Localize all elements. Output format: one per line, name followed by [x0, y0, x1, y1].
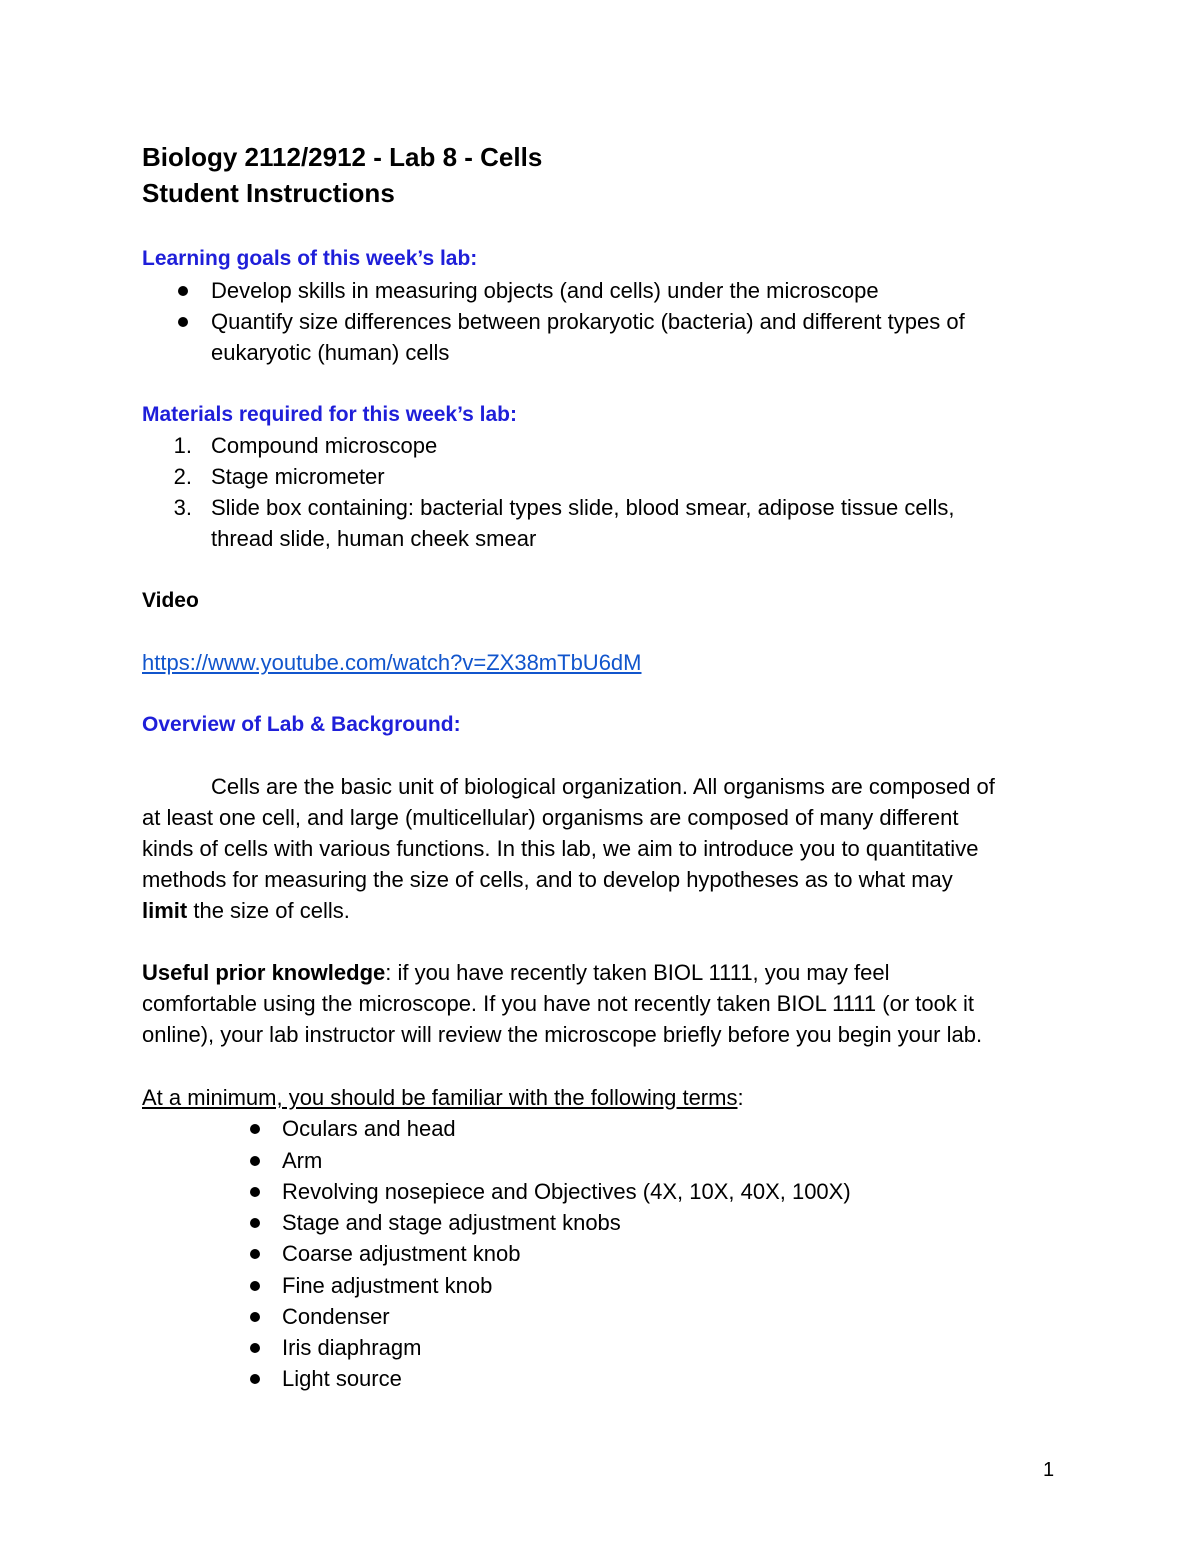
video-link[interactable]: https://www.youtube.com/watch?v=ZX38mTbU6dM — [142, 650, 642, 675]
overview-paragraph-line: kinds of cells with various functions. In this lab, we aim to introduce you to quantitative — [142, 836, 979, 861]
term-item: Iris diaphragm — [282, 1335, 422, 1360]
overview-paragraph-line: methods for measuring the size of cells, and to develop hypotheses as to what may — [142, 867, 953, 892]
emphasis-limit: limit — [142, 898, 188, 923]
prior-knowledge-text: : if you have recently taken BIOL 1111, you may feel — [385, 960, 890, 985]
overview-paragraph-line: at least one cell, and large (multicellular) organisms are composed of many different — [142, 805, 959, 830]
bullet-icon — [250, 1343, 260, 1353]
prior-knowledge-line: comfortable using the microscope. If you have not recently taken BIOL 1111 (or took it — [142, 991, 974, 1016]
bullet-icon — [250, 1281, 260, 1291]
prior-knowledge-line — [142, 958, 890, 988]
term-item: Oculars and head — [282, 1116, 456, 1141]
prior-knowledge-line: online), your lab instructor will review the microscope briefly before you begin your lab. — [142, 1022, 983, 1047]
bullet-icon — [250, 1312, 260, 1322]
prior-knowledge-label: Useful prior knowledge — [142, 960, 386, 985]
overview-last-text: the size of cells. — [187, 898, 350, 923]
term-item: Light source — [282, 1366, 402, 1391]
terms-intro-colon: : — [737, 1085, 744, 1110]
term-item: Revolving nosepiece and Objectives (4X, 10X, 40X, 100X) — [282, 1179, 851, 1204]
document-subtitle: Student Instructions — [142, 178, 395, 208]
bullet-icon — [178, 286, 188, 296]
learning-goal-item: Develop skills in measuring objects (and cells) under the microscope — [211, 278, 879, 303]
learning-goal-item-continued: eukaryotic (human) cells — [211, 340, 450, 365]
term-item: Condenser — [282, 1304, 390, 1329]
page-number: 1 — [1043, 1459, 1055, 1481]
bullet-icon — [250, 1249, 260, 1259]
learning-goal-item: Quantify size differences between prokaryotic (bacteria) and different types of — [211, 309, 965, 334]
list-number: 1. — [173, 433, 192, 458]
term-item: Arm — [282, 1148, 323, 1173]
document-title: Biology 2112/2912 - Lab 8 - Cells — [142, 142, 543, 172]
list-number: 2. — [173, 464, 192, 489]
list-number: 3. — [173, 495, 192, 520]
material-item: Stage micrometer — [211, 464, 385, 489]
video-link-line — [142, 648, 642, 678]
bullet-icon — [250, 1124, 260, 1134]
material-item: Slide box containing: bacterial types slide, blood smear, adipose tissue cells, — [211, 495, 955, 520]
material-item-continued: thread slide, human cheek smear — [211, 526, 537, 551]
bullet-icon — [250, 1218, 260, 1228]
term-item: Fine adjustment knob — [282, 1273, 493, 1298]
bullet-icon — [250, 1156, 260, 1166]
overview-heading: Overview of Lab & Background: — [142, 713, 461, 736]
materials-heading: Materials required for this week’s lab: — [142, 403, 518, 426]
terms-intro — [142, 1083, 744, 1113]
term-item: Stage and stage adjustment knobs — [282, 1210, 621, 1235]
learning-goals-heading: Learning goals of this week’s lab: — [142, 247, 478, 270]
bullet-icon — [178, 317, 188, 327]
bullet-icon — [250, 1374, 260, 1384]
overview-paragraph-line: Cells are the basic unit of biological organization. All organisms are composed of — [211, 774, 995, 799]
video-heading: Video — [142, 589, 199, 612]
overview-paragraph-last-line — [142, 896, 350, 926]
material-item: Compound microscope — [211, 433, 438, 458]
bullet-icon — [250, 1187, 260, 1197]
term-item: Coarse adjustment knob — [282, 1241, 521, 1266]
terms-intro-text: At a minimum, you should be familiar with the following terms — [142, 1085, 738, 1110]
